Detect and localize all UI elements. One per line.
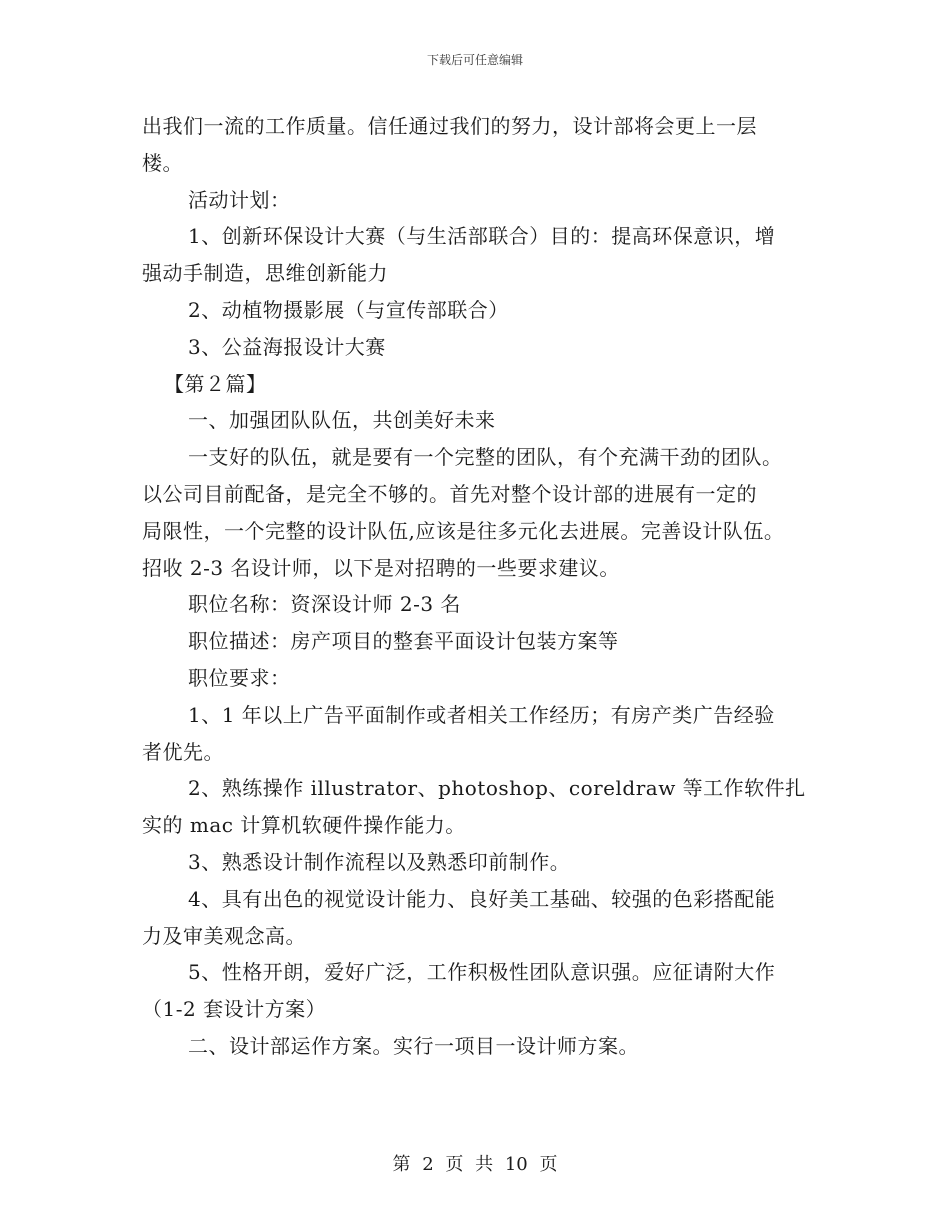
paragraph-line: 招收 2-3 名设计师，以下是对招聘的一些要求建议。 xyxy=(142,555,620,580)
list-item: 1、1 年以上广告平面制作或者相关工作经历；有房产类广告经验 xyxy=(188,702,775,727)
paragraph-line: 一支好的队伍，就是要有一个完整的团队，有个充满干劲的团队。 xyxy=(188,445,783,470)
page-number: 第 2 页 共 10 页 xyxy=(392,1154,558,1175)
page-header: 下载后可任意编辑 xyxy=(426,53,523,67)
paragraph-line: 强动手制造，思维创新能力 xyxy=(142,261,388,286)
paragraph-line: 力及审美观念高。 xyxy=(142,923,306,948)
list-item: 1、创新环保设计大赛（与生活部联合）目的：提高环保意识，增 xyxy=(188,224,776,249)
paragraph-line: 以公司目前配备，是完全不够的。首先对整个设计部的进展有一定的 xyxy=(142,481,757,506)
document-body xyxy=(142,108,822,1065)
paragraph-line: 者优先。 xyxy=(142,739,224,764)
job-description-line: 职位描述：房产项目的整套平面设计包装方案等 xyxy=(188,629,619,654)
list-item: 3、公益海报设计大赛 xyxy=(188,334,386,359)
section-heading: 一、加强团队队伍，共创美好未来 xyxy=(188,408,496,433)
job-title-line: 职位名称：资深设计师 2-3 名 xyxy=(188,592,461,617)
paragraph-line: 实的 mac 计算机软硬件操作能力。 xyxy=(142,813,466,838)
paragraph-line: 楼。 xyxy=(142,150,183,175)
list-item: 3、熟悉设计制作流程以及熟悉印前制作。 xyxy=(188,849,571,874)
section-heading: 活动计划： xyxy=(188,187,291,212)
section-heading: 二、设计部运作方案。实行一项目一设计师方案。 xyxy=(188,1033,639,1058)
list-item: 2、动植物摄影展（与宣传部联合） xyxy=(188,297,509,322)
job-requirements-heading: 职位要求： xyxy=(188,665,291,690)
section-marker: 【第２篇】 xyxy=(164,371,267,396)
list-item: 5、性格开朗，爱好广泛，工作积极性团队意识强。应征请附大作 xyxy=(188,960,776,985)
list-item: 2、熟练操作 illustrator、photoshop、coreldraw 等工作软件扎 xyxy=(188,776,806,801)
paragraph-line: 局限性，一个完整的设计队伍,应该是往多元化去进展。完善设计队伍。 xyxy=(142,518,785,543)
paragraph-line: （1-2 套设计方案） xyxy=(142,997,327,1022)
paragraph-line: 出我们一流的工作质量。信任通过我们的努力，设计部将会更上一层 xyxy=(142,114,757,138)
list-item: 4、具有出色的视觉设计能力、良好美工基础、较强的色彩搭配能 xyxy=(188,886,776,911)
